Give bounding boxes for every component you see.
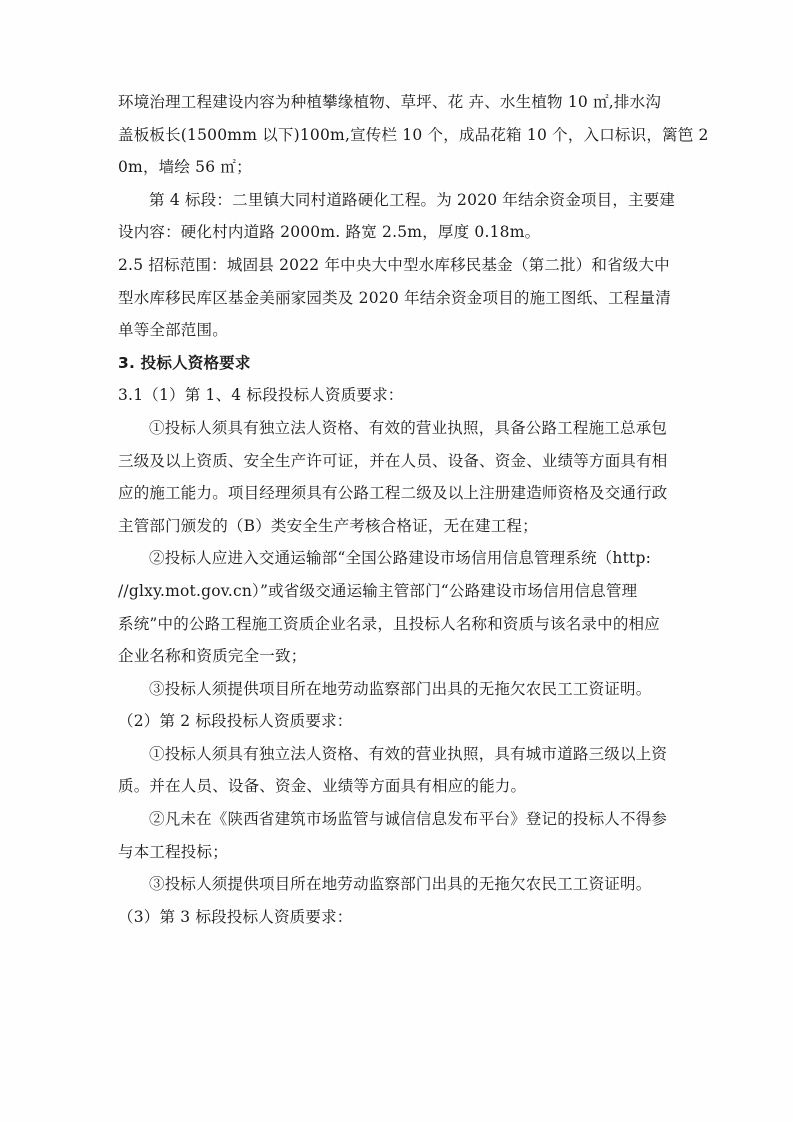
text-line: ③投标人须提供项目所在地劳动监察部门出具的无拖欠农民工工资证明。 [149, 875, 652, 894]
text-line: 环境治理工程建设内容为种植攀缘植物、草坪、花 卉、水生植物 10 ㎡,排水沟 [118, 93, 662, 111]
section-heading: 3. 投标人资格要求 [118, 353, 251, 372]
text-line: 型水库移民库区基金美丽家园类及 2020 年结余资金项目的施工图纸、工程量清 [118, 288, 671, 307]
text-line: ①投标人须具有独立法人资格、有效的营业执照，具有城市道路三级以上资 [149, 744, 668, 763]
document-body [118, 86, 709, 933]
text-line: （2）第 2 标段投标人资质要求： [118, 712, 353, 731]
text-line: 主管部门颁发的（B）类安全生产考核合格证，无在建工程； [118, 516, 538, 535]
text-line: 设内容：硬化村内道路 2000m. 路宽 2.5m，厚度 0.18m。 [118, 223, 541, 242]
text-line: ③投标人须提供项目所在地劳动监察部门出具的无拖欠农民工工资证明。 [149, 679, 652, 698]
text-line: 系统”中的公路工程施工资质企业名录，且投标人名称和资质与该名录中的相应 [118, 614, 660, 633]
text-line: 三级及以上资质、安全生产许可证，并在人员、设备、资金、业绩等方面具有相 [118, 451, 668, 470]
text-line: 2.5 招标范围：城固县 2022 年中央大中型水库移民基金（第二批）和省级大中 [118, 255, 670, 274]
text-line: 企业名称和资质完全一致； [118, 647, 307, 666]
text-line: （3）第 3 标段投标人资质要求： [118, 907, 353, 926]
text-line: 与本工程投标； [118, 842, 228, 861]
text-line: 3.1（1）第 1、4 标段投标人资质要求： [118, 386, 404, 405]
text-line: ①投标人须具有独立法人资格、有效的营业执照，具备公路工程施工总承包 [149, 418, 668, 437]
text-line: 0m，墙绘 56 ㎡； [118, 158, 252, 177]
text-line: ②投标人应进入交通运输部“全国公路建设市场信用信息管理系统（http: [149, 549, 652, 568]
text-line: 盖板板长(1500mm 以下)100m,宣传栏 10 个，成品花箱 10 个，入口标识，篱笆 2 [118, 125, 709, 144]
text-line: ②凡未在《陕西省建筑市场监管与诚信信息发布平台》登记的投标人不得参 [149, 810, 668, 829]
text-line: //glxy.mot.gov.cn）”或省级交通运输主管部门“公路建设市场信用信息管理 [118, 581, 638, 600]
text-line: 应的施工能力。项目经理须具有公路工程二级及以上注册建造师资格及交通行政 [118, 484, 668, 503]
text-line: 第 4 标段：二里镇大同村道路硬化工程。为 2020 年结余资金项目，主要建 [149, 190, 676, 209]
text-line: 单等全部范围。 [118, 321, 228, 340]
text-line: 质。并在人员、设备、资金、业绩等方面具有相应的能力。 [118, 777, 527, 796]
